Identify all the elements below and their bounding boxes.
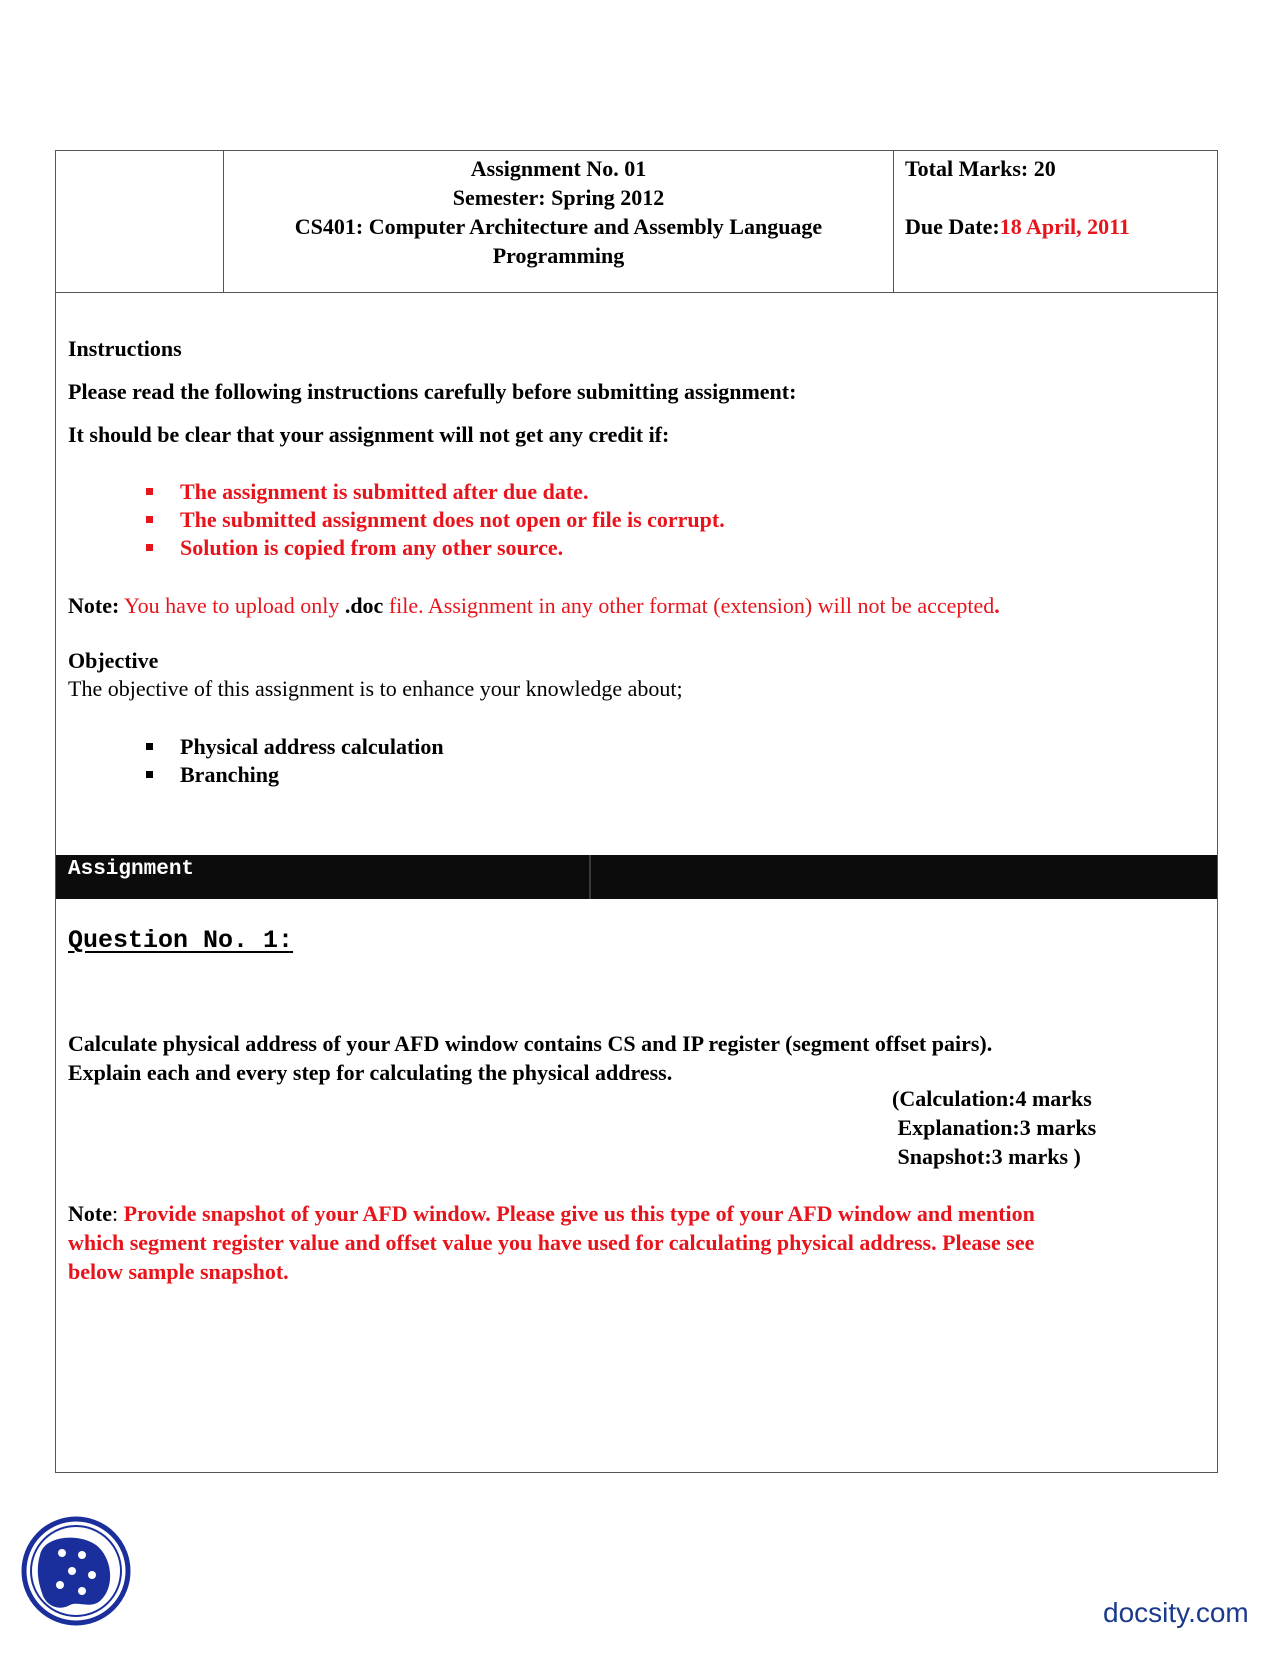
instructions-line2: It should be clear that your assignment will not get any credit if: xyxy=(68,422,670,447)
snapshot-note-line1: Note: Provide snapshot of your AFD window. Please give us this type of your AFD window and mention xyxy=(68,1201,1035,1226)
due-date xyxy=(905,212,1217,241)
due-date-value: 18 April, 2011 xyxy=(999,214,1130,239)
course-title-line1: CS401: Computer Architecture and Assembly Language xyxy=(294,214,823,239)
docsity-logo-icon xyxy=(20,1515,132,1632)
header-table xyxy=(55,150,1218,293)
bar-divider xyxy=(589,855,591,899)
instructions-line1: Please read the following instructions carefully before submitting assignment: xyxy=(68,379,797,404)
snapshot-note-line3: below sample snapshot. xyxy=(68,1259,289,1284)
assignment-number: Assignment No. 01 xyxy=(470,156,647,181)
objective-heading: Objective xyxy=(68,648,159,673)
course-title-line2: Programming xyxy=(492,243,625,268)
assignment-section-bar xyxy=(56,855,1217,899)
no-credit-list xyxy=(142,478,725,562)
semester: Semester: Spring 2012 xyxy=(452,185,665,210)
docsity-brand[interactable]: docsity.com xyxy=(1103,1597,1249,1628)
list-item: Physical address calculation xyxy=(142,733,444,761)
objective-list xyxy=(142,733,444,789)
header-marks-cell xyxy=(894,151,1217,292)
question-line2: Explain each and every step for calculating the physical address. xyxy=(68,1060,673,1085)
assignment-bar-label: Assignment xyxy=(68,858,195,881)
header-title-cell xyxy=(224,151,894,292)
question-line1: Calculate physical address of your AFD window contains CS and IP register (segment offset pairs). xyxy=(68,1031,993,1056)
upload-note: Note: You have to upload only .doc file. Assignment in any other format (extension) will not be accepted. xyxy=(68,593,1000,618)
list-item: Solution is copied from any other source. xyxy=(142,534,725,562)
header-empty-cell xyxy=(56,151,224,292)
list-item: Branching xyxy=(142,761,444,789)
list-item: The submitted assignment does not open or file is corrupt. xyxy=(142,506,725,534)
objective-text: The objective of this assignment is to enhance your knowledge about; xyxy=(68,676,683,701)
list-item: The assignment is submitted after due date. xyxy=(142,478,725,506)
snapshot-note-line2: which segment register value and offset value you have used for calculating physical address. Please see xyxy=(68,1230,1035,1255)
instructions-heading: Instructions xyxy=(68,336,182,361)
question-heading: Question No. 1: xyxy=(68,926,294,955)
marks-breakdown: (Calculation:4 marks Explanation:3 marks Snapshot:3 marks ) xyxy=(892,1086,1097,1169)
total-marks: Total Marks: 20 xyxy=(905,156,1056,181)
due-date-label: Due Date: xyxy=(905,214,1000,239)
